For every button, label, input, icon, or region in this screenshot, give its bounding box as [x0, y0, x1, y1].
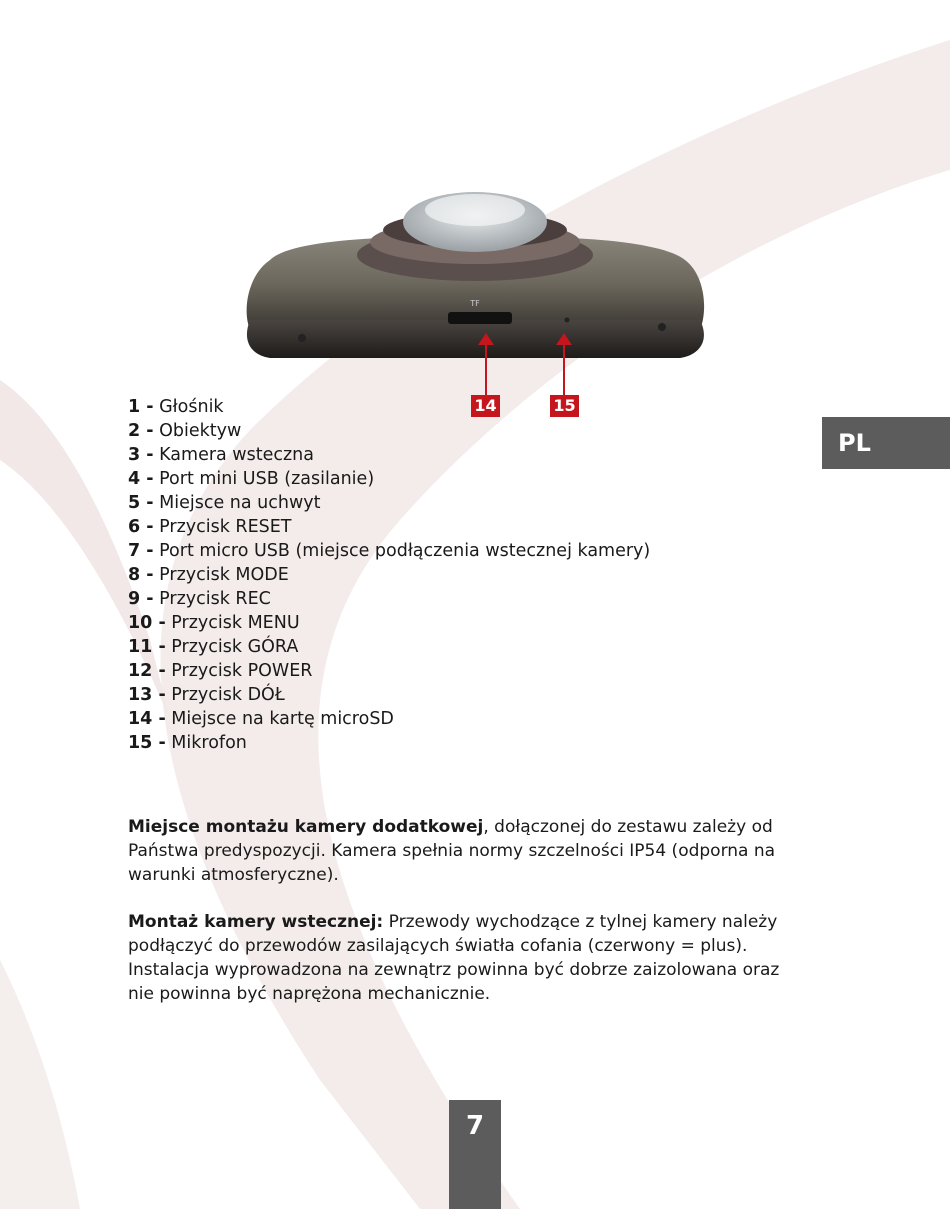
callout-15-line — [563, 344, 565, 395]
list-item: 14 - Miejsce na kartę microSD — [128, 709, 394, 729]
list-item: 3 - Kamera wsteczna — [128, 445, 314, 465]
parts-list — [128, 395, 650, 755]
list-item: 5 - Miejsce na uchwyt — [128, 493, 321, 513]
list-item: 11 - Przycisk GÓRA — [128, 637, 299, 657]
list-item: 15 - Mikrofon — [128, 733, 247, 753]
language-tab: PL — [822, 417, 950, 469]
list-item: 10 - Przycisk MENU — [128, 613, 300, 633]
list-item: 12 - Przycisk POWER — [128, 661, 313, 681]
list-item: 7 - Port micro USB (miejsce podłączenia wstecznej kamery) — [128, 541, 651, 561]
list-item: 1 - Głośnik — [128, 397, 224, 417]
list-item: 13 - Przycisk DÓŁ — [128, 685, 285, 705]
page-number: 7 — [449, 1100, 501, 1209]
dashcam-image — [230, 170, 720, 400]
list-item: 9 - Przycisk REC — [128, 589, 271, 609]
list-item: 2 - Obiektyw — [128, 421, 242, 441]
tf-label: TF — [470, 299, 480, 308]
list-item: 8 - Przycisk MODE — [128, 565, 289, 585]
list-item: 4 - Port mini USB (zasilanie) — [128, 469, 375, 489]
rear-camera-paragraph: Montaż kamery wstecznej: Przewody wychodzące z tylnej kamery należy podłączyć do przewodów zasilających światła cofania (czerwony = plus). Instalacja wyprowadzona na zewnątrz powinna być dobrze zaizolowana oraz nie powinna być naprężona mechanicznie. — [128, 912, 780, 1004]
callout-14: 14 — [471, 395, 500, 417]
callout-15: 15 — [550, 395, 579, 417]
callout-14-line — [485, 344, 487, 395]
list-item: 6 - Przycisk RESET — [128, 517, 292, 537]
mounting-paragraph: Miejsce montażu kamery dodatkowej, dołączonej do zestawu zależy od Państwa predyspozycji. Kamera spełnia normy szczelności IP54 (odporna na warunki atmosferyczne). — [128, 817, 776, 885]
